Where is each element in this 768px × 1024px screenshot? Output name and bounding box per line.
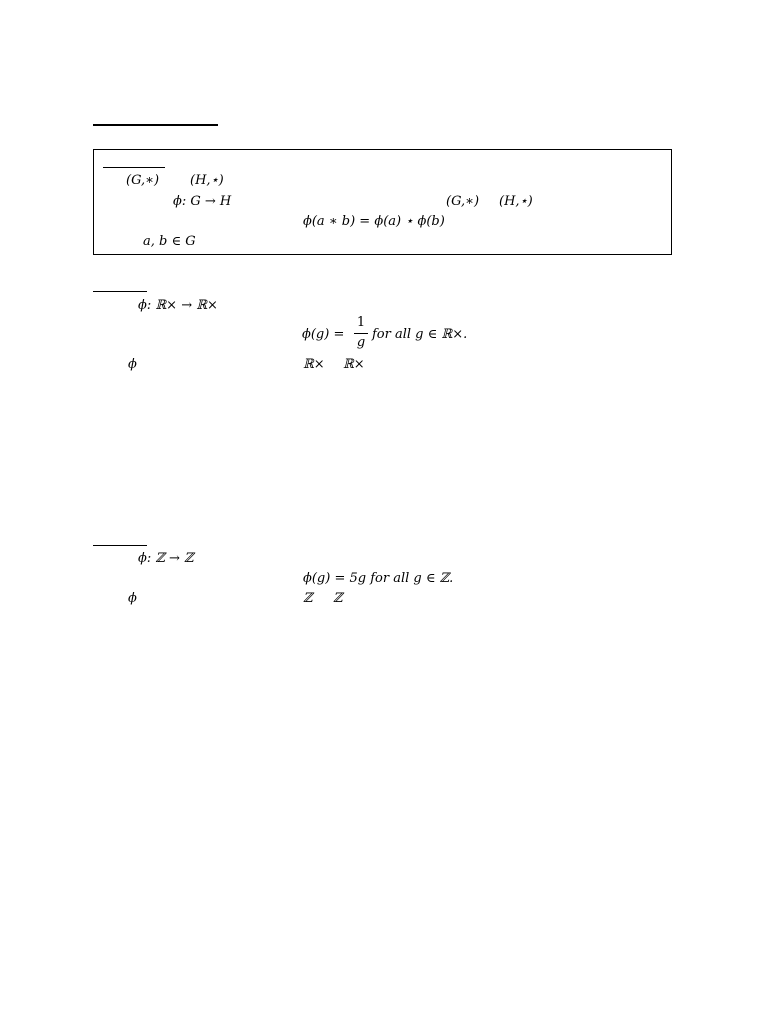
example-1-rhs: for all g ∈ ℝ×. [372,327,468,342]
definition-heading-underline [103,167,165,168]
example-2-phi: ϕ [128,591,137,606]
definition-map: ϕ: G → H [173,194,232,209]
example-1-fraction-numerator: 1 [356,315,366,330]
definition-group-h: (H,⋆) [190,173,224,188]
example-1-map: ϕ: ℝ× → ℝ× [138,298,218,313]
example-2-formula: ϕ(g) = 5g for all g ∈ ℤ. [303,571,454,586]
definition-equation: ϕ(a ∗ b) = ϕ(a) ⋆ ϕ(b) [303,214,445,229]
definition-quantifier: a, b ∈ G [143,234,196,249]
definition-group-g: (G,∗) [126,173,160,188]
example-1-domain: ℝ× [303,357,325,372]
definition-group-g-2: (G,∗) [446,194,480,209]
example-2-codomain: ℤ [333,591,343,606]
example-1-lhs: ϕ(g) = [302,327,345,342]
example-1-heading-underline [93,291,147,292]
example-2-map: ϕ: ℤ → ℤ [138,551,194,566]
title-underline [93,124,218,126]
example-2-heading-underline [93,545,147,546]
example-1-fraction-denominator: g [356,335,366,350]
example-1-fraction [354,315,368,355]
example-1-fraction-bar [354,333,368,334]
example-1-phi: ϕ [128,357,137,372]
example-1-codomain: ℝ× [343,357,365,372]
definition-group-h-2: (H,⋆) [499,194,533,209]
example-2-domain: ℤ [303,591,313,606]
